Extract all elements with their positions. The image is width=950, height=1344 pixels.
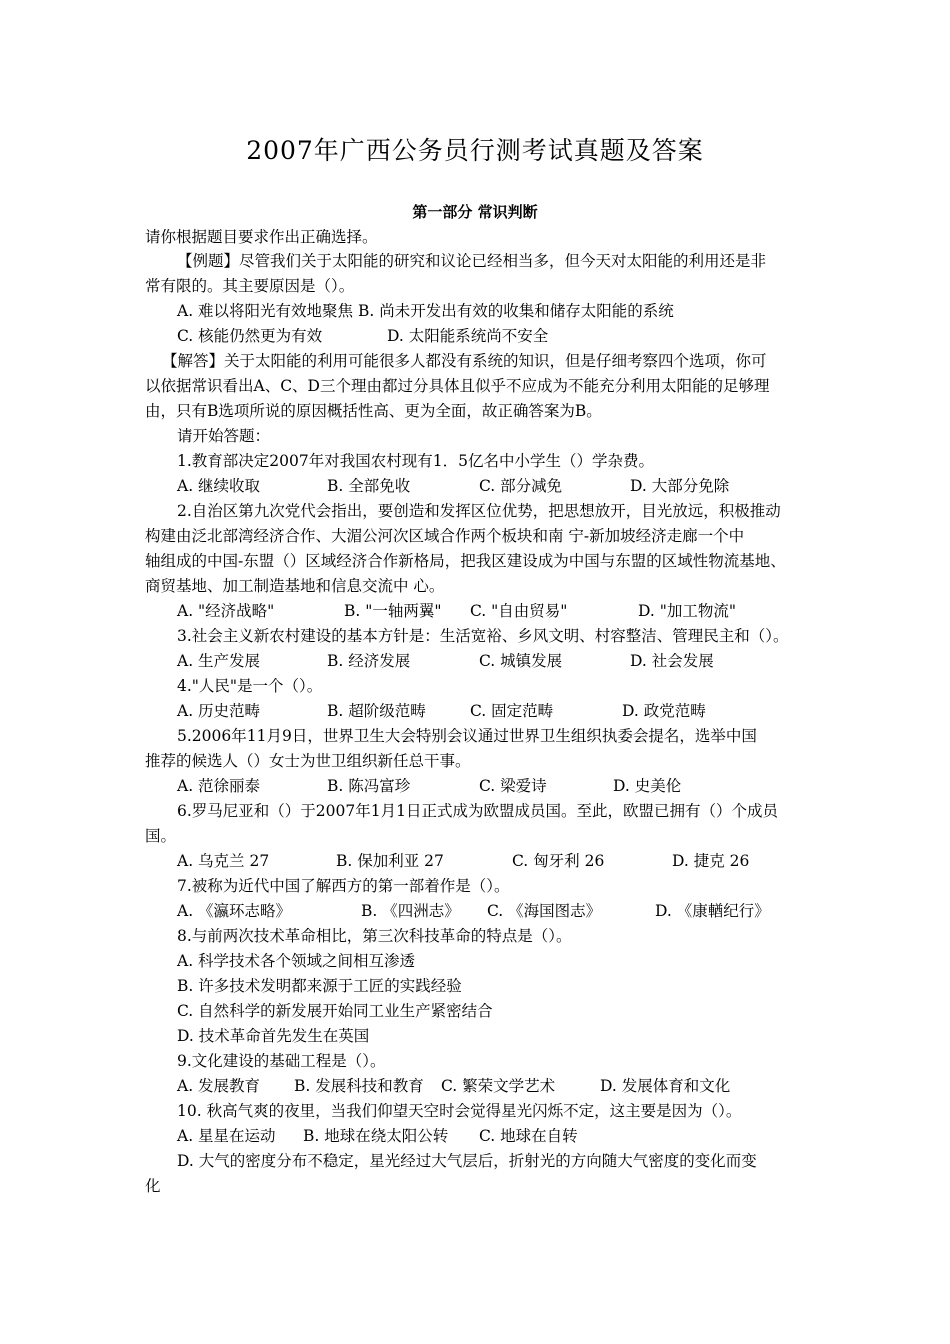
q4-option-d: D. 政党范畴 [622,702,706,720]
q3-option-b: B. 经济发展 [327,652,411,670]
q10-option-b: B. 地球在绕太阳公转 [303,1127,449,1145]
q9-option-d: D. 发展体育和文化 [600,1077,731,1095]
example-option-d: D. 太阳能系统尚不安全 [387,327,549,345]
start-prompt: 请开始答题： [177,427,271,445]
question-5-stem: 5.2006年11月9日，世界卫生大会特别会议通过世界卫生组织执委会提名，选举中国 [177,727,757,745]
q10-option-c: C. 地球在自转 [479,1127,578,1145]
section-heading: 第一部分 常识判断 [412,203,538,221]
q2-option-a: A. "经济战略" [177,602,275,620]
q1-option-b: B. 全部免收 [327,477,411,495]
page-title: 2007年广西公务员行测考试真题及答案 [246,136,704,165]
q5-option-b: B. 陈冯富珍 [327,777,411,795]
q9-option-a: A. 发展教育 [177,1077,261,1095]
example-answer-line: 【解答】关于太阳能的利用可能很多人都没有系统的知识，但是仔细考察四个选项，你可 [162,352,767,370]
example-question-line: 常有限的。其主要原因是（）。 [145,277,355,295]
q4-option-a: A. 历史范畴 [177,702,261,720]
q3-option-a: A. 生产发展 [177,652,261,670]
q8-option-b: B. 许多技术发明都来源于工匠的实践经验 [177,977,462,995]
q3-option-c: C. 城镇发展 [479,652,563,670]
q2-option-d: D. "加工物流" [638,602,736,620]
question-9-stem: 9.文化建设的基础工程是（）。 [177,1052,386,1070]
q6-option-c: C. 匈牙利 26 [512,852,605,870]
q7-option-b: B. 《四洲志》 [361,902,460,920]
question-6-stem: 国。 [145,827,177,845]
q2-option-b: B. "一轴两翼" [344,602,442,620]
q8-option-c: C. 自然科学的新发展开始同工业生产紧密结合 [177,1002,493,1020]
q1-option-a: A. 继续收取 [177,477,261,495]
q10-option-d: D. 大气的密度分布不稳定，星光经过大气层后，折射光的方向随大气密度的变化而变 [177,1152,757,1170]
q5-option-d: D. 史美伦 [613,777,682,795]
example-options-line: A. 难以将阳光有效地聚焦 B. 尚未开发出有效的收集和储存太阳能的系统 [177,302,674,320]
question-7-stem: 7.被称为近代中国了解西方的第一部着作是（）。 [177,877,510,895]
question-3-stem: 3.社会主义新农村建设的基本方针是：生活宽裕、乡风文明、村容整洁、管理民主和（）。 [177,627,789,645]
q3-option-d: D. 社会发展 [630,652,714,670]
q7-option-c: C. 《海国图志》 [487,902,602,920]
question-2-stem: 轴组成的中国-东盟（）区域经济合作新格局，把我区建设成为中国与东盟的区域性物流基地、 [145,552,786,570]
q6-option-a: A. 乌克兰 27 [177,852,270,870]
example-question-line: 【例题】尽管我们关于太阳能的研究和议论已经相当多，但今天对太阳能的利用还是非 [177,252,767,270]
q6-option-b: B. 保加利亚 27 [336,852,444,870]
q6-option-d: D. 捷克 26 [672,852,750,870]
question-2-stem: 2.自治区第九次党代会指出，要创造和发挥区位优势，把思想放开，目光放远，积极推动 [177,502,781,520]
question-6-stem: 6.罗马尼亚和（）于2007年1月1日正式成为欧盟成员国。至此，欧盟已拥有（）个成员 [177,802,778,820]
instruction-text: 请你根据题目要求作出正确选择。 [145,228,378,246]
q2-option-c: C. "自由贸易" [470,602,568,620]
example-answer-line: 以依据常识看出A、C、D三个理由都过分具体且似乎不应成为不能充分利用太阳能的足够理 [145,377,770,395]
q9-option-b: B. 发展科技和教育 [294,1077,424,1095]
q1-option-d: D. 大部分免除 [630,477,730,495]
question-2-stem: 商贸基地、加工制造基地和信息交流中 心。 [145,577,445,595]
q10-option-a: A. 星星在运动 [177,1127,276,1145]
q10-option-d-continued: 化 [145,1177,161,1195]
q9-option-c: C. 繁荣文学艺术 [441,1077,556,1095]
question-4-stem: 4."人民"是一个（）。 [177,677,323,695]
question-8-stem: 8.与前两次技术革命相比，第三次科技革命的特点是（）。 [177,927,572,945]
q5-option-a: A. 范徐丽泰 [177,777,261,795]
q5-option-c: C. 梁爱诗 [479,777,547,795]
q4-option-c: C. 固定范畴 [470,702,554,720]
q7-option-a: A. 《瀛环志略》 [177,902,292,920]
question-5-stem: 推荐的候选人（）女士为世卫组织新任总干事。 [145,752,471,770]
example-answer-line: 由，只有B选项所说的原因概括性高、更为全面，故正确答案为B。 [145,402,602,420]
q4-option-b: B. 超阶级范畴 [327,702,426,720]
example-option-c: C. 核能仍然更为有效 [177,327,323,345]
question-1-stem: 1.教育部决定2007年对我国农村现有1．5亿名中小学生（）学杂费。 [177,452,654,470]
question-10-stem: 10. 秋高气爽的夜里，当我们仰望天空时会觉得星光闪烁不定，这主要是因为（）。 [177,1102,742,1120]
q8-option-d: D. 技术革命首先发生在英国 [177,1027,370,1045]
q7-option-d: D. 《康輶纪行》 [655,902,770,920]
q8-option-a: A. 科学技术各个领域之间相互渗透 [177,952,416,970]
q1-option-c: C. 部分减免 [479,477,563,495]
question-2-stem: 构建由泛北部湾经济合作、大湄公河次区域合作两个板块和南 宁-新加坡经济走廊一个中 [145,527,745,545]
